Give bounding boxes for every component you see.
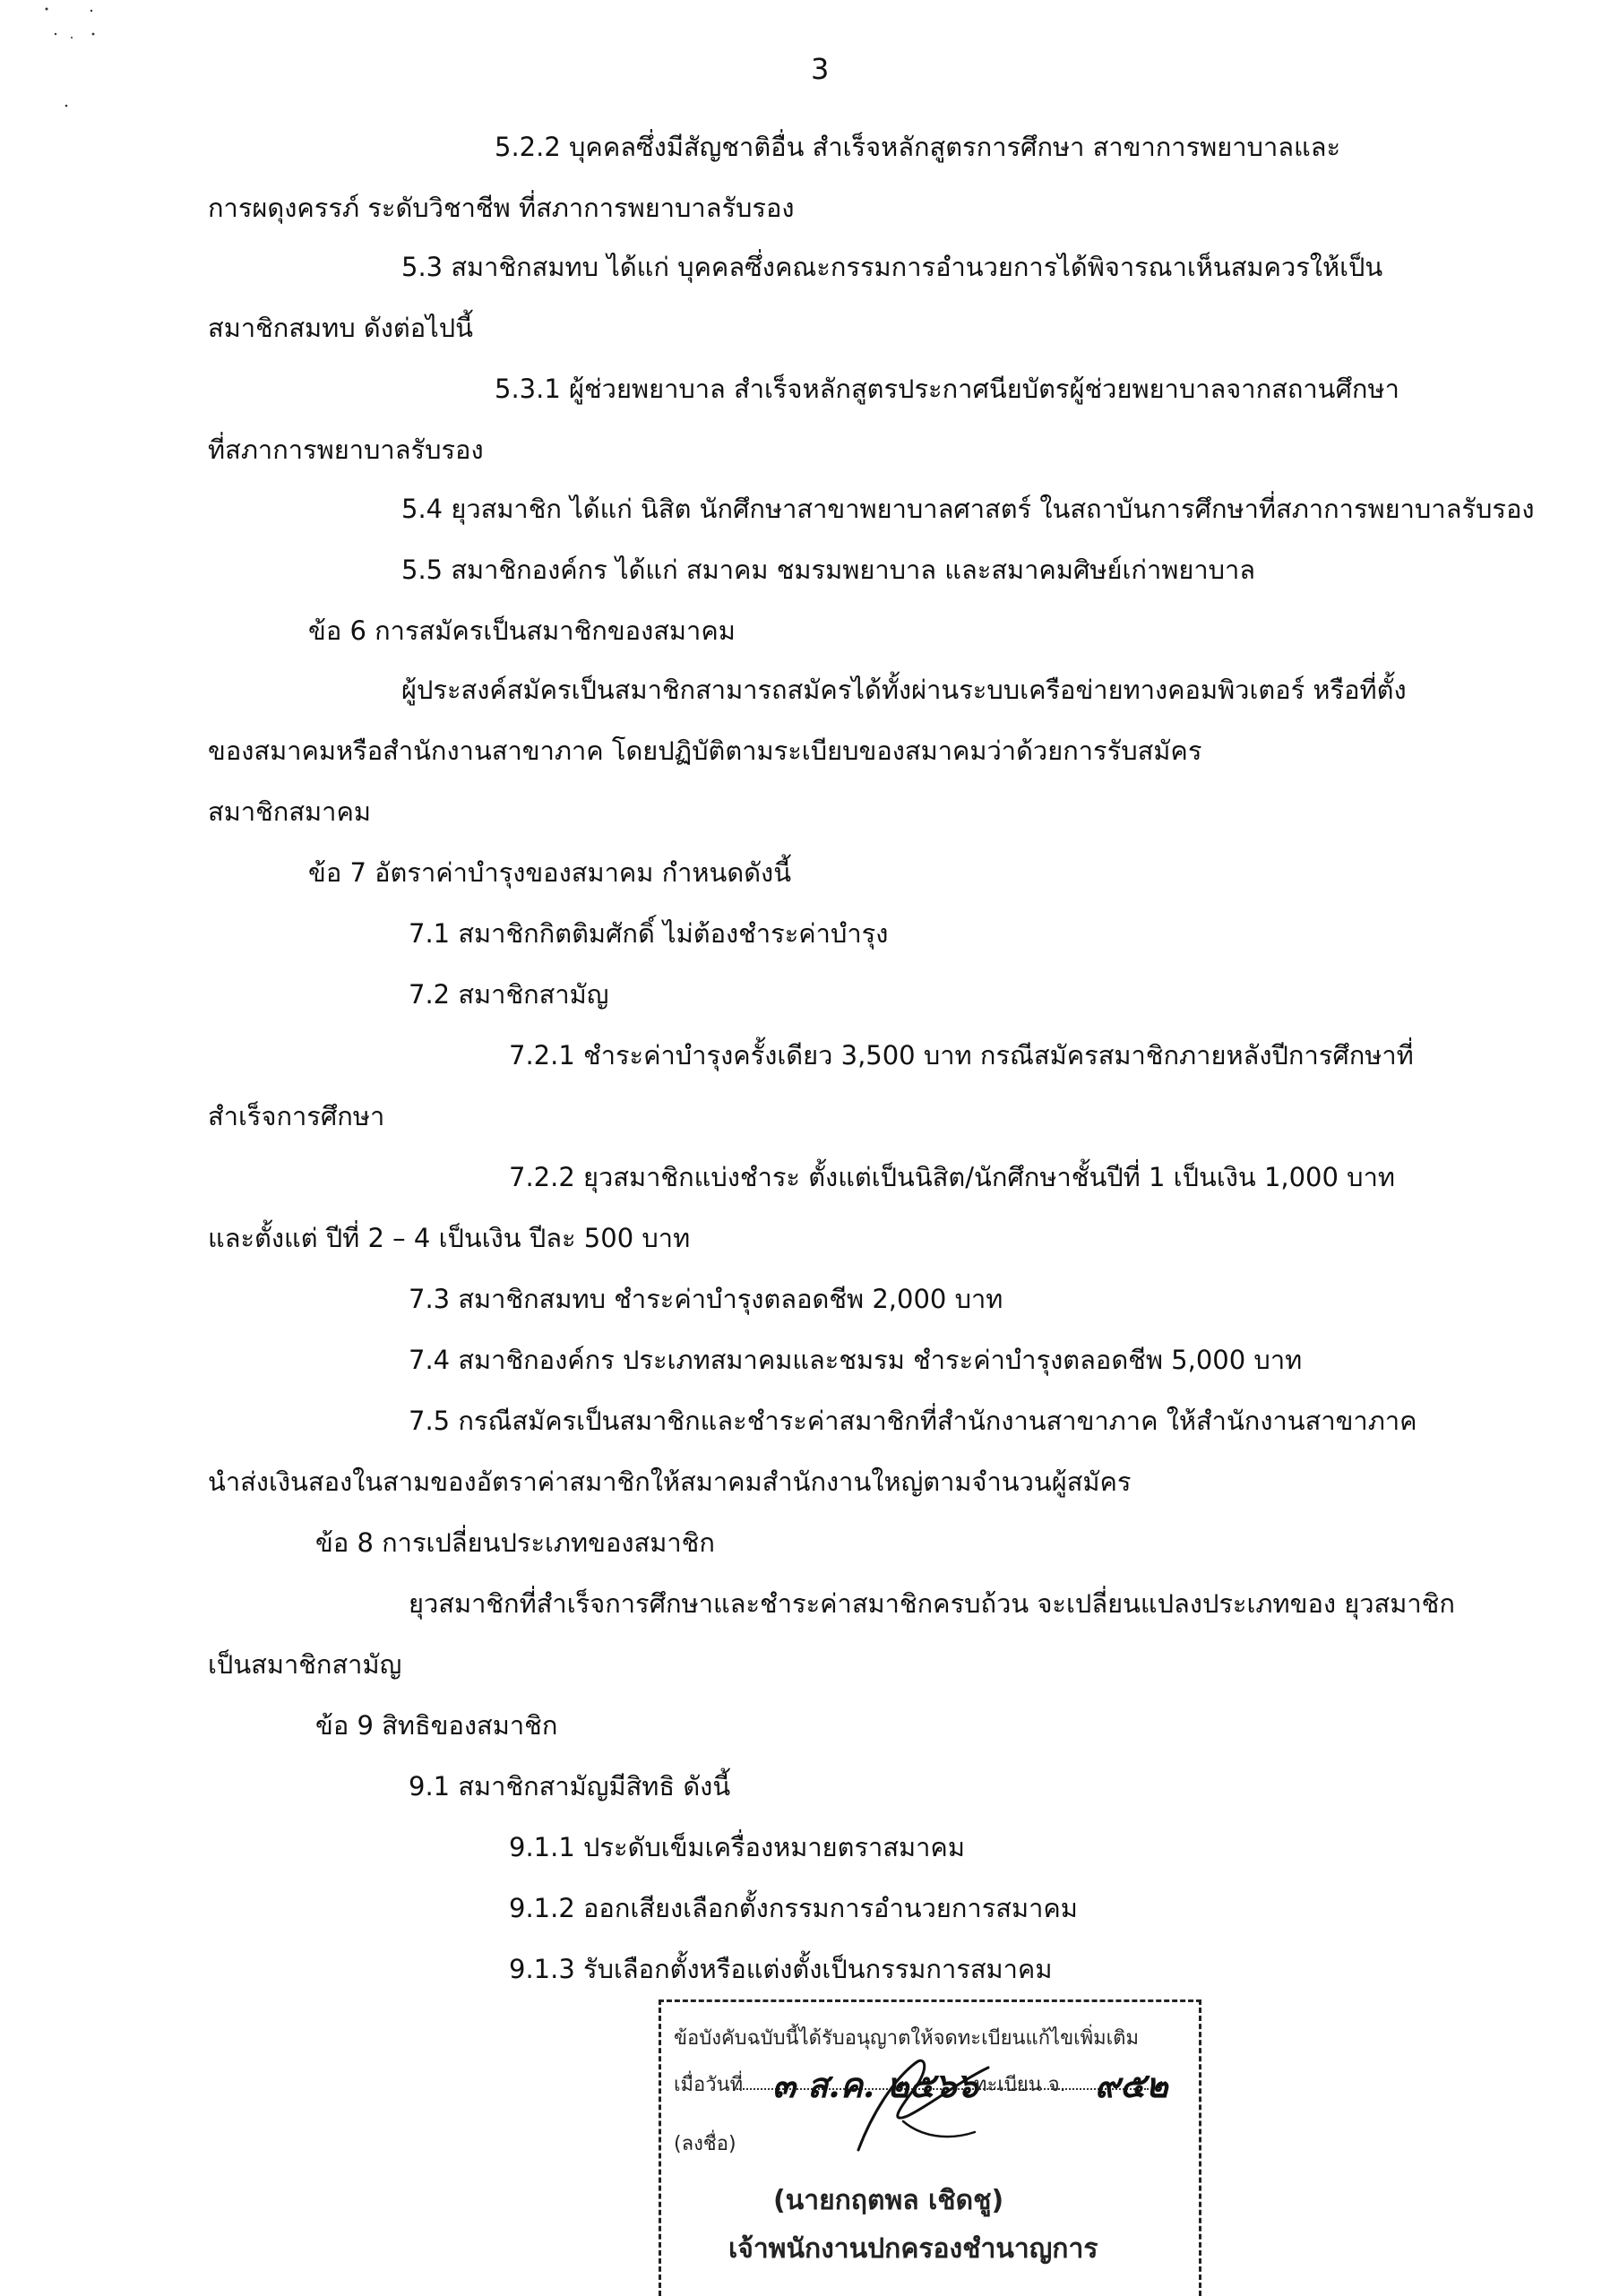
section-heading: ข้อ 8 การเปลี่ยนประเภทของสมาชิก: [315, 1527, 715, 1558]
stamp-date-value: ๓ ส.ค. ๒๕๖๖: [772, 2065, 978, 2105]
text-line: การผดุงครรภ์ ระดับวิชาชีพ ที่สภาการพยาบาลรับรอง: [208, 193, 795, 223]
text-line: 7.2.1 ชำระค่าบำรุงครั้งเดียว 3,500 บาท กรณีสมัครสมาชิกภายหลังปีการศึกษาที่: [509, 1040, 1414, 1071]
text-line: 9.1.2 ออกเสียงเลือกตั้งกรรมการอำนวยการสมาคม: [509, 1893, 1078, 1923]
text-line: 7.5 กรณีสมัครเป็นสมาชิกและชำระค่าสมาชิกที่สำนักงานสาขาภาค ให้สำนักงานสาขาภาค: [409, 1406, 1417, 1436]
text-line: ที่สภาการพยาบาลรับรอง: [208, 434, 484, 465]
text-line: 7.2 สมาชิกสามัญ: [409, 979, 609, 1010]
text-line: เป็นสมาชิกสามัญ: [208, 1649, 402, 1680]
text-line: 9.1.1 ประดับเข็มเครื่องหมายตราสมาคม: [509, 1832, 965, 1862]
stamp-date-label: เมื่อวันที่: [674, 2074, 744, 2096]
text-line: 5.4 ยุวสมาชิก ได้แก่ นิสิต นักศึกษาสาขาพยาบาลศาสตร์ ในสถาบันการศึกษาที่สภาการพยาบาลรับรอง: [401, 494, 1535, 524]
text-line: 5.5 สมาชิกองค์กร ได้แก่ สมาคม ชมรมพยาบาล และสมาคมศิษย์เก่าพยาบาล: [401, 555, 1256, 585]
scan-specks: [36, 0, 143, 134]
section-heading: ข้อ 6 การสมัครเป็นสมาชิกของสมาคม: [308, 615, 736, 646]
text-line: 5.3.1 ผู้ช่วยพยาบาล สำเร็จหลักสูตรประกาศนียบัตรผู้ช่วยพยาบาลจากสถานศึกษา: [495, 374, 1399, 404]
signature-icon: [840, 2051, 1002, 2159]
text-line: 5.2.2 บุคคลซึ่งมีสัญชาติอื่น สำเร็จหลักสูตรการศึกษา สาขาการพยาบาลและ: [495, 132, 1341, 162]
stamp-sign-label: (ลงชื่อ): [674, 2133, 736, 2155]
text-line: 5.3 สมาชิกสมทบ ได้แก่ บุคคลซึ่งคณะกรรมการอำนวยการได้พิจารณาเห็นสมควรให้เป็น: [401, 252, 1383, 282]
text-line: 7.1 สมาชิกกิตติมศักดิ์ ไม่ต้องชำระค่าบำรุง: [409, 918, 889, 949]
text-line: ของสมาคมหรือสำนักงานสาขาภาค โดยปฏิบัติตามระเบียบของสมาคมว่าด้วยการรับสมัคร: [208, 735, 1202, 766]
stamp-reg-label: ทะเบียน จ.: [974, 2074, 1066, 2096]
text-line: 9.1.3 รับเลือกตั้งหรือแต่งตั้งเป็นกรรมการสมาคม: [509, 1954, 1053, 1984]
stamp-signer-position: เจ้าพนักงานปกครองชำนาญการ: [728, 2233, 1098, 2265]
text-line: ผู้ประสงค์สมัครเป็นสมาชิกสามารถสมัครได้ทั้งผ่านระบบเครือข่ายทางคอมพิวเตอร์ หรือที่ตั้ง: [401, 675, 1407, 705]
text-line: 7.2.2 ยุวสมาชิกแบ่งชำระ ตั้งแต่เป็นนิสิต/นักศึกษาชั้นปีที่ 1 เป็นเงิน 1,000 บาท: [509, 1162, 1395, 1192]
section-heading: ข้อ 7 อัตราค่าบำรุงของสมาคม กำหนดดังนี้: [308, 857, 792, 888]
text-line: และตั้งแต่ ปีที่ 2 – 4 เป็นเงิน ปีละ 500 บาท: [208, 1223, 691, 1253]
text-line: สมาชิกสมทบ ดังต่อไปนี้: [208, 313, 473, 343]
stamp-signer-name: (นายกฤตพล เชิดชู): [773, 2185, 1004, 2216]
registration-stamp: [659, 1999, 1201, 2296]
text-line: สมาชิกสมาคม: [208, 796, 371, 827]
text-line: นำส่งเงินสองในสามของอัตราค่าสมาชิกให้สมาคมสำนักงานใหญ่ตามจำนวนผู้สมัคร: [208, 1466, 1132, 1497]
text-line: ยุวสมาชิกที่สำเร็จการศึกษาและชำระค่าสมาชิกครบถ้วน จะเปลี่ยนแปลงประเภทของ ยุวสมาชิก: [409, 1588, 1455, 1619]
text-line: 7.3 สมาชิกสมทบ ชำระค่าบำรุงตลอดชีพ 2,000 บาท: [409, 1284, 1003, 1314]
stamp-header: ข้อบังคับฉบับนี้ได้รับอนุญาตให้จดทะเบียนแก้ไขเพิ่มเติม: [674, 2027, 1139, 2050]
text-line: 7.4 สมาชิกองค์กร ประเภทสมาคมและชมรม ชำระค่าบำรุงตลอดชีพ 5,000 บาท: [409, 1345, 1303, 1375]
stamp-reg-value: ๙๕๒: [1095, 2065, 1168, 2105]
text-line: สำเร็จการศึกษา: [208, 1101, 385, 1131]
section-heading: ข้อ 9 สิทธิของสมาชิก: [315, 1710, 558, 1741]
page-number: 3: [811, 52, 830, 86]
text-line: 9.1 สมาชิกสามัญมีสิทธิ ดังนี้: [409, 1771, 731, 1802]
